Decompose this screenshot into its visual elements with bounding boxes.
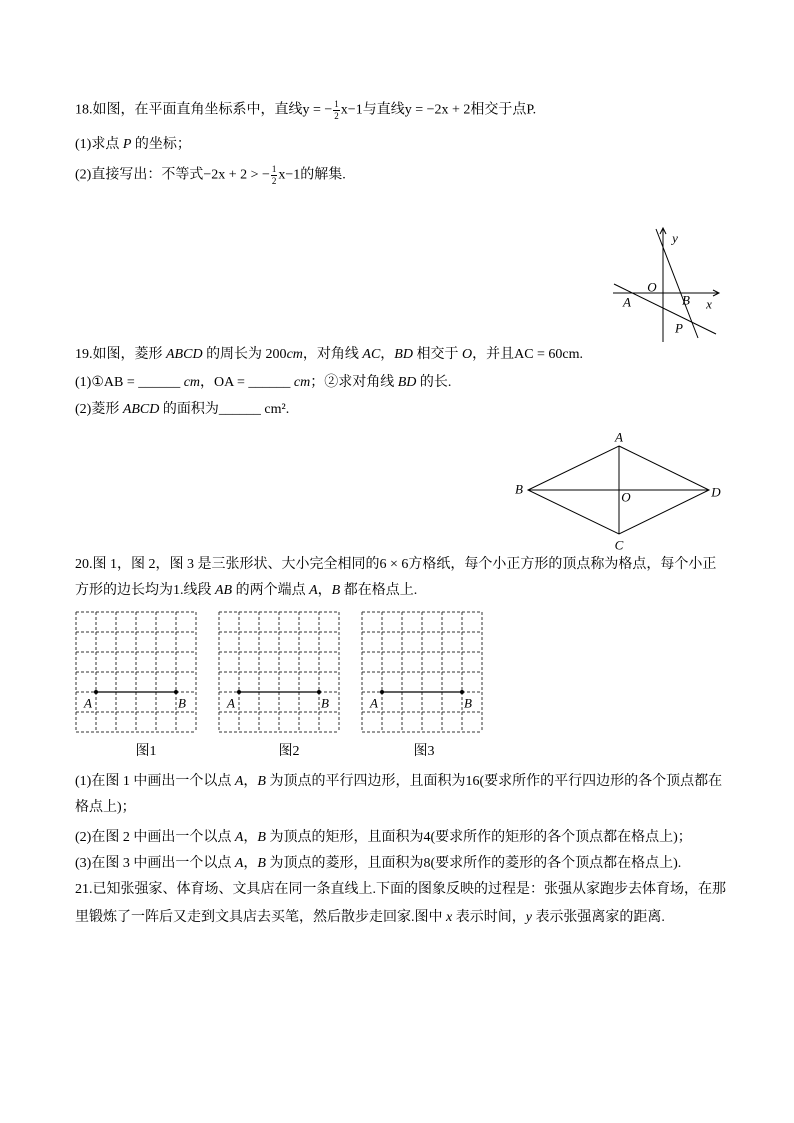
text-run: 为顶点的平行四边形，且面积为16(要求所作的平行四边形的各个顶点都在 [265, 774, 723, 789]
coordinate-plane-figure [605, 222, 730, 344]
grid-caption-2: 图2 [278, 744, 300, 759]
q21-stem-line-1 [75, 880, 726, 900]
point-a [380, 690, 384, 694]
vertex-a-label: A [615, 429, 623, 445]
math-variable: ABCD [166, 347, 203, 362]
text-run: ， [380, 347, 395, 362]
origin-label: O [647, 279, 657, 295]
q20-part-1 [75, 772, 722, 792]
math-variable: y [525, 910, 532, 925]
text-run: (2)在图 2 中画出一个以点 [75, 830, 235, 845]
text-run: 都在格点上. [340, 583, 418, 598]
fraction-denominator: 2 [334, 111, 339, 121]
q19-stem-line [75, 345, 583, 365]
grid-figure-2 [219, 612, 339, 732]
text-run: ， [317, 583, 332, 598]
math-variable: cm [286, 347, 303, 362]
q20-stem-line-1 [75, 555, 716, 575]
point-b-label: B [178, 695, 186, 711]
text-run: (3)在图 3 中画出一个以点 [75, 856, 235, 871]
math-variable: AB [215, 583, 233, 598]
grid-figure-3 [362, 612, 482, 732]
text-run: 方形的边长均为1.线段 [75, 583, 215, 598]
text-run: 为顶点的矩形，且面积为4(要求所作的矩形的各个顶点都在格点上)； [265, 830, 692, 845]
fraction [333, 100, 340, 121]
text-run: 为顶点的菱形，且面积为8(要求所作的菱形的各个顶点都在格点上). [265, 856, 682, 871]
point-b-label: B [682, 292, 690, 308]
text-run: 的长. [416, 375, 452, 390]
q20-part-2 [75, 828, 692, 848]
text-run: 的坐标； [131, 137, 191, 152]
math-variable: A [234, 774, 244, 789]
text-run: 19.如图，菱形 [75, 347, 166, 362]
point-a-label: A [227, 695, 235, 711]
math-variable: A [234, 856, 244, 871]
math-variable: BD [397, 375, 417, 390]
math-variable: x [446, 910, 453, 925]
text-run: (1)在图 1 中画出一个以点 [75, 774, 235, 789]
point-b [317, 690, 321, 694]
math-variable: A [309, 583, 318, 598]
math-variable: A [234, 830, 244, 845]
point-a-label: A [370, 695, 378, 711]
text-run: 表示张强离家的距离. [531, 910, 665, 925]
text-run: x−1与直线y = −2x + 2相交于点P. [340, 102, 537, 118]
point-b-label: B [321, 695, 329, 711]
point-a [237, 690, 241, 694]
math-variable: B [257, 774, 266, 789]
q20-part-3 [75, 854, 681, 874]
math-variable: AC [362, 347, 381, 362]
text-run: 格点上)； [75, 800, 136, 815]
center-o-label: O [621, 489, 631, 505]
q19-part-2 [75, 400, 289, 420]
q19-part-1 [75, 373, 451, 393]
math-variable: B [331, 583, 341, 598]
y-axis-label: y [672, 230, 678, 246]
vertex-c-label: C [614, 537, 624, 553]
text-run: 的两个端点 [232, 583, 310, 598]
grid-caption-1: 图1 [135, 744, 157, 759]
grid-figure-1 [76, 612, 196, 732]
fraction-numerator: 1 [334, 99, 339, 109]
grid-figures [70, 600, 490, 736]
fraction-numerator: 1 [271, 164, 277, 174]
math-variable: B [257, 856, 266, 871]
q18-part-1 [75, 135, 191, 155]
q18-part-2 [75, 165, 346, 185]
text-run: ， [243, 774, 258, 789]
text-run: 18.如图，在平面直角坐标系中，直线y = − [75, 102, 333, 118]
math-variable: cm [183, 375, 201, 390]
q18-stem-line [75, 100, 536, 120]
text-run: 的周长为 200 [202, 347, 287, 362]
math-variable: cm [293, 375, 311, 390]
text-run: ， [243, 830, 258, 845]
text-run: (1)求点 [75, 137, 123, 152]
q20-stem-line-2 [75, 581, 417, 601]
text-run: 21.已知张强家、体育场、文具店在同一条直线上.下面的图象反映的过程是：张强从家跑步去体育场，在那 [75, 882, 726, 897]
fraction [271, 165, 278, 186]
point-b-label: B [464, 695, 472, 711]
fraction-denominator: 2 [271, 176, 277, 186]
text-run: ， [243, 856, 258, 871]
point-a-label: A [623, 294, 631, 310]
point-p-label: P [675, 320, 683, 336]
q21-stem-line-2 [75, 908, 665, 928]
text-run: ，对角线 [302, 347, 363, 362]
text-run: ，并且AC = 60cm. [472, 347, 584, 362]
text-run: 20.图 1，图 2，图 3 是三张形状、大小完全相同的6 × 6方格纸，每个小正方形的顶点称为格点，每个小正 [75, 557, 717, 572]
point-a-label: A [84, 695, 92, 711]
text-run: ，OA = ______ [200, 375, 294, 390]
vertex-d-label: D [711, 484, 721, 500]
math-variable: B [257, 830, 266, 845]
text-run: (2)直接写出：不等式−2x + 2 > − [75, 167, 270, 183]
text-run: 相交于 [412, 347, 462, 362]
q20-part-1-continued [75, 798, 136, 818]
x-axis-label: x [706, 296, 712, 312]
text-run: 里锻炼了一阵后又走到文具店去买笔，然后散步走回家.图中 [75, 910, 446, 925]
math-variable: ABCD [122, 402, 160, 417]
text-run: x−1的解集. [278, 167, 346, 183]
point-b [174, 690, 178, 694]
text-run: (2)菱形 [75, 402, 123, 417]
math-variable: BD [394, 347, 413, 362]
math-variable: P [122, 137, 132, 152]
text-run: ；②求对角线 [310, 375, 398, 390]
math-variable: O [461, 347, 473, 362]
text-run: 表示时间， [452, 910, 526, 925]
text-run: (1)①AB = ______ [75, 375, 184, 390]
rhombus-figure [505, 425, 730, 557]
point-b [460, 690, 464, 694]
grid-caption-3: 图3 [413, 744, 435, 759]
vertex-b-label: B [515, 481, 523, 497]
point-a [94, 690, 98, 694]
text-run: 的面积为______ cm². [159, 402, 290, 417]
